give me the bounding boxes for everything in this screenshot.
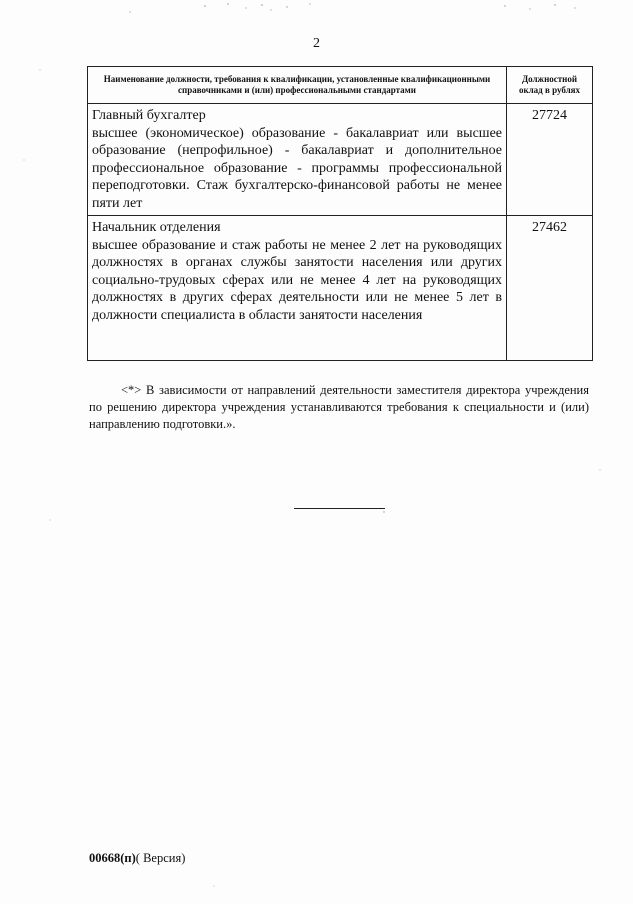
footnote bbox=[89, 382, 589, 433]
table-header-row bbox=[88, 67, 593, 104]
position-cell bbox=[88, 216, 507, 361]
position-requirements: высшее (экономическое) образование - бакалавриат или высшее образование (непрофильное) - бакалавриат и дополнительное профессиональное образование - программы профессиональной переподготовки. Стаж бухгалтерско-финансовой работы не менее пяти лет bbox=[92, 125, 502, 211]
page-number: 2 bbox=[313, 36, 320, 51]
position-title: Главный бухгалтер bbox=[92, 108, 206, 123]
end-divider bbox=[294, 508, 385, 509]
table-row bbox=[88, 216, 593, 361]
header-salary: Должностной оклад в рублях bbox=[507, 67, 593, 104]
qualification-table bbox=[87, 66, 593, 361]
position-title: Начальник отделения bbox=[92, 220, 221, 235]
header-position: Наименование должности, требования к квалификации, установленные квалификационными справочниками и (или) профессиональными стандартами bbox=[88, 67, 507, 104]
salary-cell: 27462 bbox=[507, 216, 593, 361]
document-code bbox=[89, 851, 185, 866]
position-cell bbox=[88, 104, 507, 216]
document-version: ( Версия) bbox=[135, 851, 186, 865]
position-requirements: высшее образование и стаж работы не менее 2 лет на руководящих должностях в органах службы занятости населения или других социально-трудовых сферах или не менее 4 лет на руководящих должностях в других сферах деятельности или не менее 5 лет в должности специалиста в области занятости населения bbox=[92, 237, 502, 323]
table-row bbox=[88, 104, 593, 216]
document-number: 00668(п) bbox=[89, 851, 136, 865]
footnote-text: <*> В зависимости от направлений деятельности заместителя директора учреждения по решению директора учреждения устанавливаются требования к специальности и (или) направлению подготовки.». bbox=[89, 383, 589, 431]
salary-cell: 27724 bbox=[507, 104, 593, 216]
